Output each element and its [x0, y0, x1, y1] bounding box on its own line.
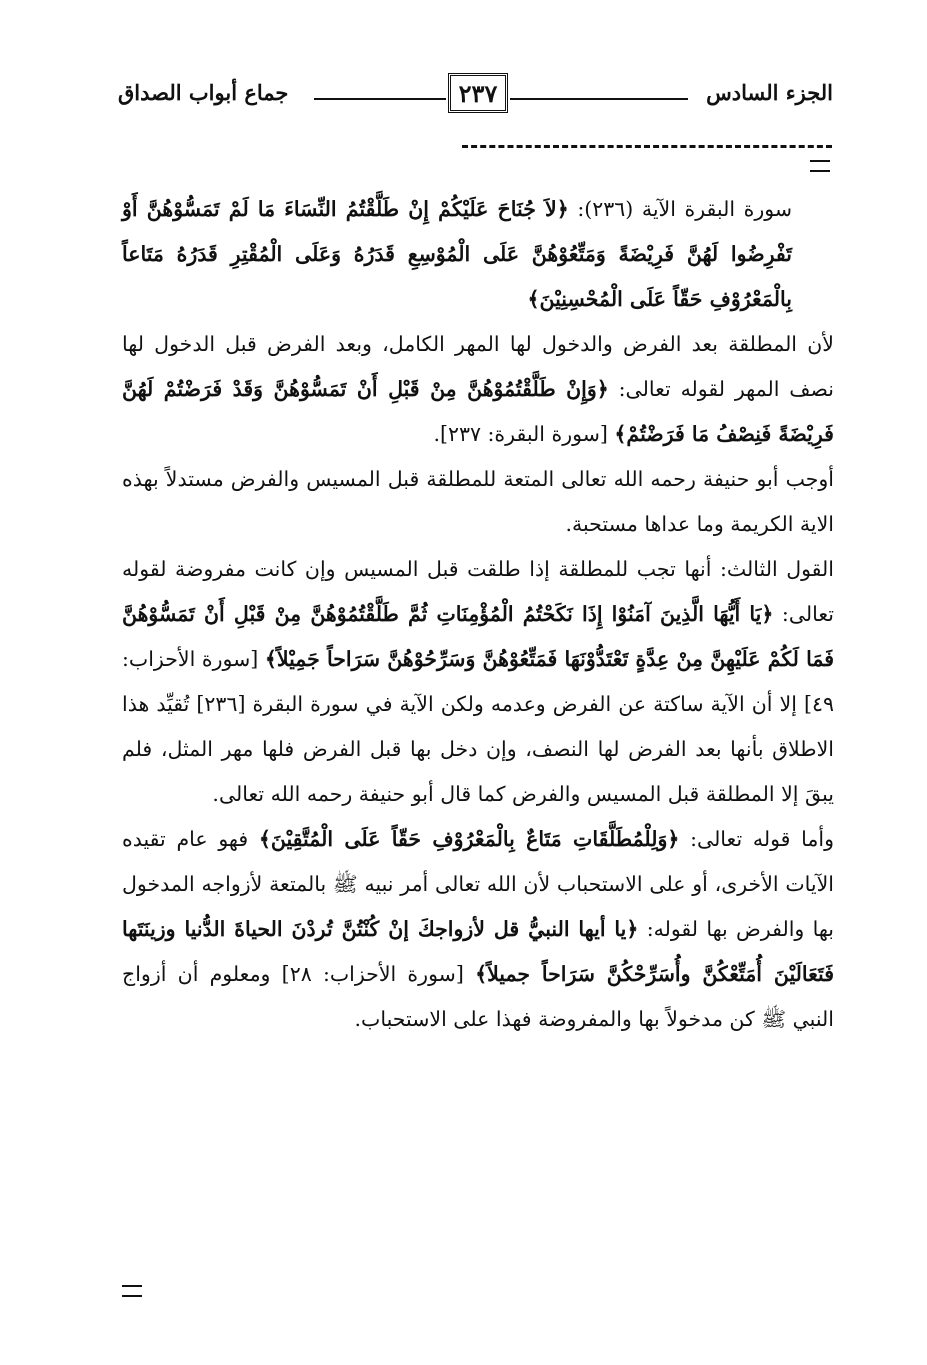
text-segment: [سورة الأحزاب: ٤٩] إلا أن الآية ساكتة عن الفرض وعدمه ولكن الآية في سورة البقرة [٢٣٦] تُقيِّد هذا الاطلاق بأنها بعد الفرض لها النصف، وإن دخل بها قبل الفرض فلها مهر المثل، فلم يبقَ إلا المطلقة قبل المسيس والفرض كما قال أبو حنيفة رحمه الله تعالى. — [122, 647, 834, 806]
text-segment: فهو عام تقيده الآيات الأخرى، أو على الاستحباب لأن الله تعالى أمر نبيه ﷺ بالمتعة لأزواجه المدخول بها والفرض بها لقوله: — [122, 827, 834, 941]
text-segment: [سورة البقرة: ٢٣٧]. — [433, 422, 615, 446]
paragraph — [122, 817, 834, 1042]
header-dashed-divider — [462, 145, 832, 148]
text-segment: [سورة الأحزاب: ٢٨] ومعلوم أن أزواج النبي ﷺ كن مدخولاً بها والمفروضة فهذا على الاستحباب. — [122, 962, 834, 1031]
quran-quote: ﴿يَا أَيُّهَا الَّذِينَ آمَنُوْا إِذَا نَكَحْتُمُ الْمُؤْمِنَاتِ ثُمَّ طَلَّقْتُمُوْهُنَّ مِنْ قَبْلِ أَنْ تَمَسُّوْهُنَّ فَمَا لَكُمْ عَلَيْهِنَّ مِنْ عِدَّةٍ تَعْتَدُّوْنَهَا فَمَتِّعُوْهُنَّ وَسَرِّحُوْهُنَّ سَرَاحاً جَمِيْلاً﴾ — [122, 602, 834, 671]
continuation-mark-bottom — [122, 1285, 142, 1297]
header-rule-right — [510, 98, 688, 100]
quran-quote: ﴿وَلِلْمُطَلَّقَاتِ مَتَاعٌ بِالْمَعْرُوْفِ حَقّاً عَلَى الْمُتَّقِيْنَ﴾ — [258, 827, 680, 851]
paragraph — [122, 322, 834, 457]
part-title: الجزء السادس — [706, 80, 833, 105]
text-segment: لأن المطلقة بعد الفرض والدخول لها المهر الكامل، وبعد الفرض قبل الدخول لها نصف المهر لقوله تعالى: — [122, 332, 834, 401]
continuation-mark-top — [810, 160, 830, 172]
page-body-text — [122, 187, 834, 1042]
chapter-title: جماع أبواب الصداق — [118, 80, 289, 105]
paragraph — [122, 187, 834, 322]
quran-quote: ﴿وَإِنْ طَلَّقْتُمُوْهُنَّ مِنْ قَبْلِ أَنْ تَمَسُّوْهُنَّ وَقَدْ فَرَضْتُمْ لَهُنَّ فَرِيْضَةً فَنِصْفُ مَا فَرَضْتُمْ﴾ — [122, 377, 834, 446]
quran-quote: ﴿يا أيها النبيُّ قل لأزواجكَ إنْ كُنْتُنَّ تُردْنَ الحياةَ الدُّنيا وزينَتَها فَتَعَالَيْنَ أُمَتِّعْكُنَّ وأُسَرِّحْكُنَّ سَرَاحاً جميلاً﴾ — [122, 917, 835, 986]
text-segment: القول الثالث: أنها تجب للمطلقة إذا طلقت قبل المسيس وإن كانت مفروضة لقوله تعالى: — [122, 557, 834, 626]
quran-quote: ﴿لاَ جُنَاحَ عَلَيْكُمْ إِنْ طَلَّقْتُمُ النِّسَاءَ مَا لَمْ تَمَسُّوْهُنَّ أَوْ تَفْرِضُوا لَهُنَّ فَرِيْضَةً وَمَتِّعُوْهُنَّ عَلَى الْمُوْسِعِ قَدَرُهُ وَعَلَى الْمُقْتِرِ قَدَرُهُ مَتَاعاً بِالْمَعْرُوْفِ حَقّاً عَلَى الْمُحْسِنِيْنَ﴾ — [122, 197, 792, 311]
text-segment: أوجب أبو حنيفة رحمه الله تعالى المتعة للمطلقة قبل المسيس والفرض مستدلاً بهذه الاية الكريمة وما عداها مستحبة. — [122, 467, 834, 536]
page-number: ٢٣٧ — [448, 73, 508, 113]
text-segment: وأما قوله تعالى: — [679, 827, 834, 851]
paragraph — [122, 457, 834, 547]
paragraph — [122, 547, 834, 817]
running-header — [118, 72, 833, 124]
text-segment: سورة البقرة الآية (٢٣٦): — [568, 197, 793, 221]
header-rule-left — [314, 98, 446, 100]
